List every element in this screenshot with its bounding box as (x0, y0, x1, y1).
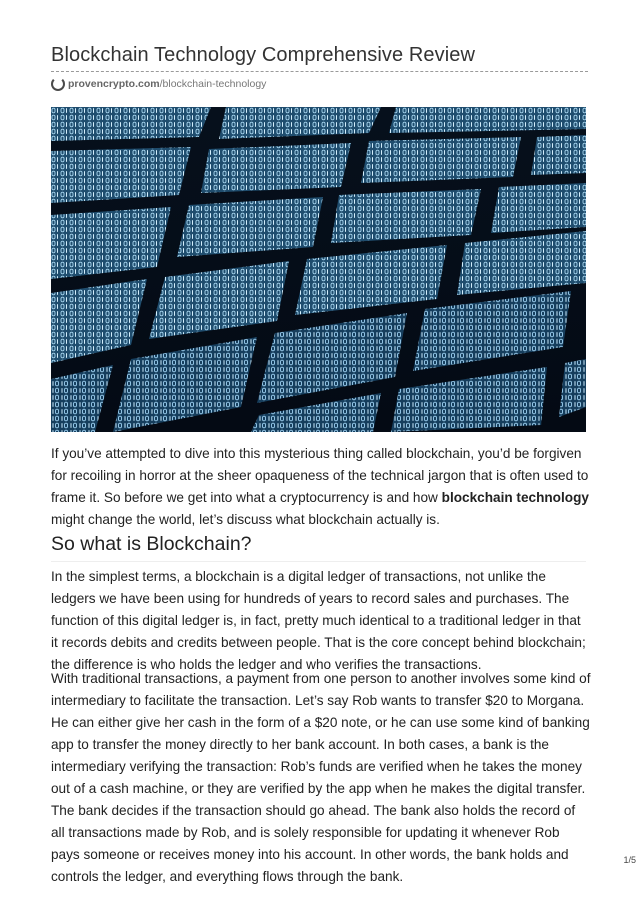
intro-text-start: If you’ve attempted to dive into this mysterious thing called blockchain, you’d be forgiven for recoiling in horror at the sheer opaqueness of the technical jargon that is often used to frame it. So before we get into what a cryptocurrency is and how (51, 446, 589, 505)
source-path[interactable]: /blockchain-technology (159, 78, 267, 90)
site-logo-icon (51, 77, 65, 91)
heading-divider (51, 561, 586, 562)
page-number: 1/5 (623, 855, 636, 865)
source-line (51, 76, 266, 92)
blockchain-technology-link[interactable]: blockchain technology (441, 490, 589, 505)
paragraph-traditional-transactions: With traditional transactions, a payment from one person to another involves some kind of intermediary to facilitate the transaction. Let’s say Rob wants to transfer $20 to Morgana. He can either give her cash in the form of a $20 note, or he can use some kind of banking app to transfer the money directly to her bank account. In both cases, a bank is the intermediary verifying the transaction: Rob’s funds are verified when he takes the money out of a cash machine, or they are verified by the app when he makes the digital transfer. The bank decides if the transaction should go ahead. The bank also holds the record of all transactions made by Rob, and is solely responsible for updating it whenever Rob pays someone or receives money into his account. In other words, the bank holds and controls the ledger, and everything flows through the bank. (51, 671, 591, 884)
binary-code-blocks-image (51, 107, 586, 432)
page-title: Blockchain Technology Comprehensive Review (51, 44, 476, 66)
dashed-divider (51, 71, 588, 72)
paragraph-ledger-definition: In the simplest terms, a blockchain is a digital ledger of transactions, not unlike the ledgers we have been using for hundreds of years to record sales and purchases. The function of this digital ledger is, in fact, pretty much identical to a traditional ledger in that it records debits and credits between people. That is the core concept behind blockchain; the difference is who holds the ledger and who verifies the transactions. (51, 569, 586, 672)
source-domain[interactable]: provencrypto.com (68, 78, 160, 90)
intro-paragraph (51, 443, 591, 531)
intro-text-end: might change the world, let’s discuss what blockchain actually is. (51, 512, 440, 527)
section-heading: So what is Blockchain? (51, 533, 252, 555)
